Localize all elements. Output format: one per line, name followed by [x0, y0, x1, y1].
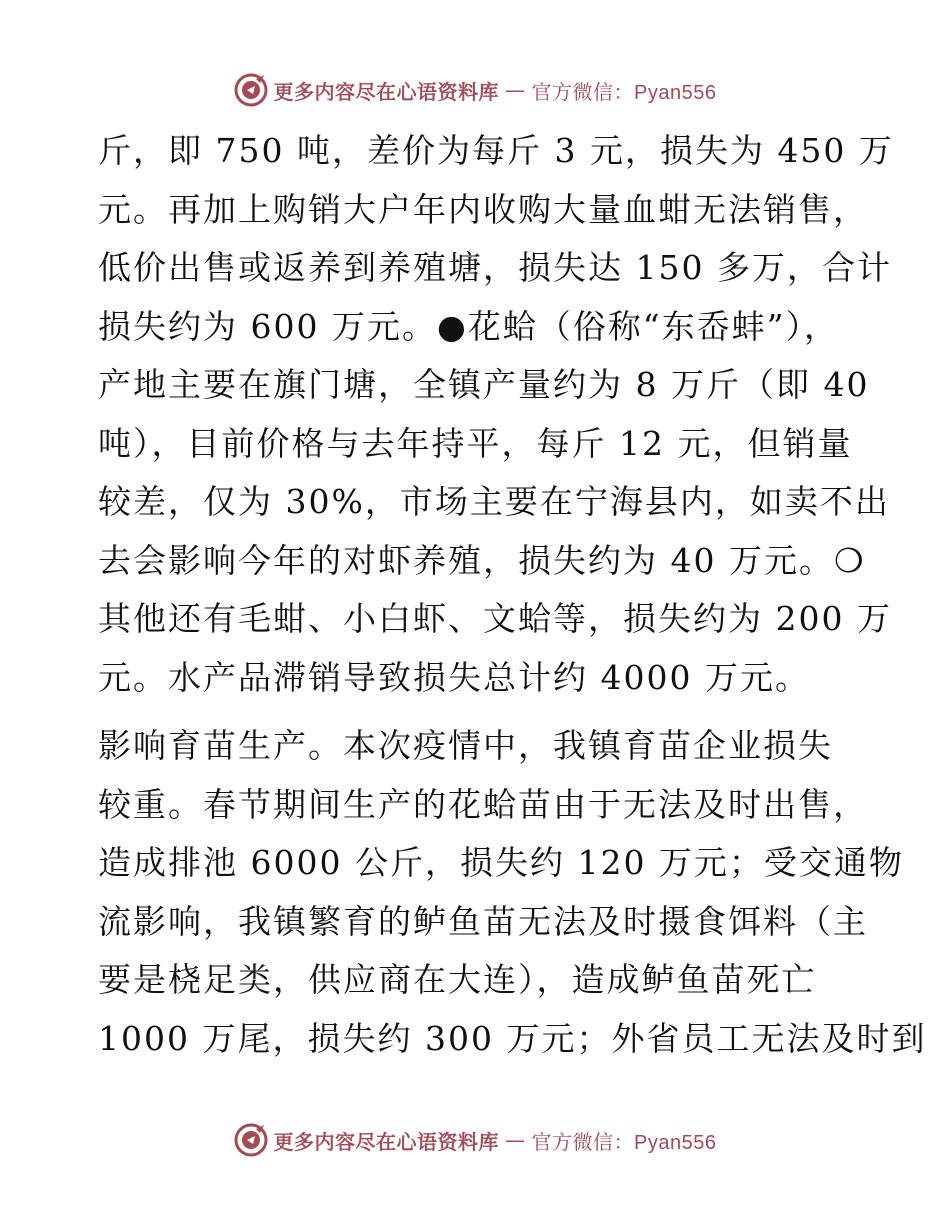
text-line: 去会影响今年的对虾养殖，损失约为 40 万元。❍	[98, 540, 866, 580]
paragraph-losses	[98, 122, 894, 707]
logo-pen-seal-icon	[234, 1123, 268, 1157]
watermark-separator: —	[505, 78, 526, 102]
header-watermark	[0, 68, 950, 112]
text-line: 损失约为 600 万元。●花蛤（俗称“东岙蚌”），	[98, 306, 840, 346]
watermark-contact: 官方微信：Pyan556	[531, 1131, 717, 1154]
watermark-separator: —	[505, 1128, 526, 1152]
text-line: 其他还有毛蚶、小白虾、文蛤等，损失约为 200 万	[98, 599, 892, 638]
text-line: 元。再加上购销大户年内收购大量血蚶无法销售，	[98, 189, 868, 229]
text-line: 较差，仅为 30%，市场主要在宁海县内，如卖不出	[98, 482, 890, 521]
text-line: 1000 万尾，损失约 300 万元；外省员工无法及时到	[98, 1018, 927, 1058]
watermark-text: 更多内容尽在心语资料库	[273, 1129, 500, 1154]
text-line: 流影响，我镇繁育的鲈鱼苗无法及时摄食饵料（主	[98, 901, 868, 941]
text-line: 产地主要在旗门塘，全镇产量约为 8 万斤（即 40	[98, 365, 870, 404]
text-line: 造成排池 6000 公斤，损失约 120 万元；受交通物	[98, 843, 904, 882]
text-line: 低价出售或返养到养殖塘，损失达 150 多万，合计	[98, 248, 892, 287]
logo-pen-seal-icon	[234, 73, 268, 107]
watermark-contact: 官方微信：Pyan556	[531, 81, 717, 104]
document-body	[98, 122, 927, 1068]
paragraph-seedling-production	[98, 717, 927, 1068]
text-line: 斤，即 750 吨，差价为每斤 3 元，损失为 450 万	[98, 131, 894, 170]
text-line: 吨），目前价格与去年持平，每斤 12 元，但销量	[98, 423, 853, 463]
text-line: 影响育苗生产。本次疫情中，我镇育苗企业损失	[98, 726, 833, 765]
text-line: 元。水产品滞销导致损失总计约 4000 万元。	[98, 657, 810, 697]
text-line: 较重。春节期间生产的花蛤苗由于无法及时出售，	[98, 784, 868, 824]
text-line: 要是桡足类，供应商在大连），造成鲈鱼苗死亡	[98, 960, 817, 999]
watermark-text: 更多内容尽在心语资料库	[273, 79, 500, 104]
footer-watermark	[0, 1118, 950, 1162]
